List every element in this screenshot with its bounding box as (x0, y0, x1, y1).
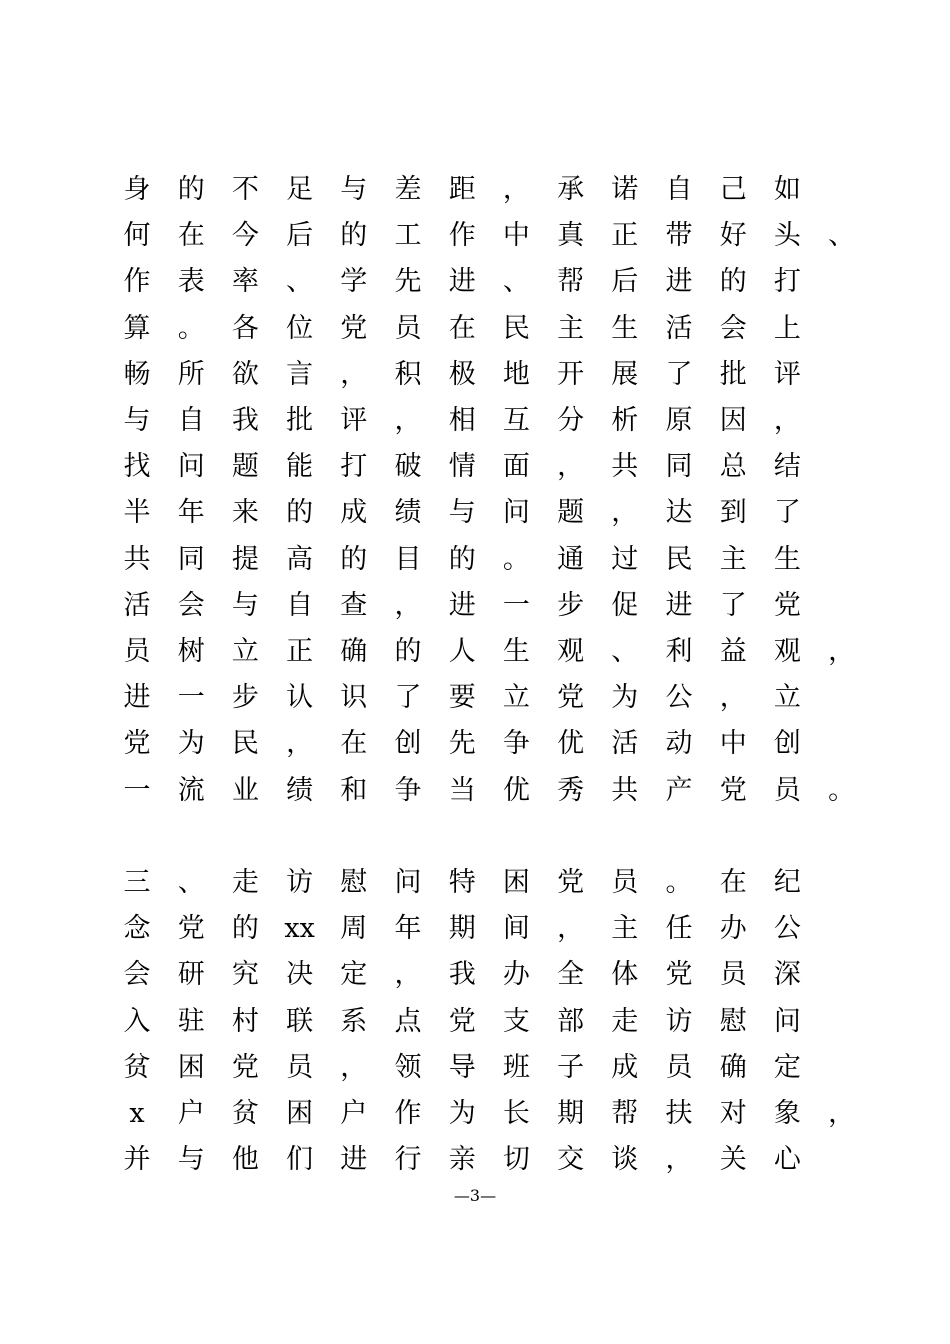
text-character: 足 (286, 174, 314, 205)
text-character: 中 (502, 220, 530, 252)
text-line (0, 309, 950, 355)
text-character: 表 (177, 266, 205, 298)
text-character: ， (719, 682, 747, 714)
text-character: 户 (340, 1098, 368, 1129)
text-character: ， (394, 405, 422, 436)
text-character: 班 (502, 1051, 530, 1083)
text-character: 因 (719, 405, 747, 436)
text-character: 点 (394, 1005, 422, 1037)
text-line (0, 216, 950, 262)
text-character: 党 (773, 589, 801, 621)
text-character: 后 (611, 266, 639, 298)
text-character: 立 (773, 682, 801, 714)
text-character: 观 (773, 636, 801, 667)
text-character: 畅 (123, 358, 151, 390)
text-character: 问 (502, 497, 530, 529)
text-character: 自 (286, 589, 314, 621)
text-character: 成 (340, 497, 368, 529)
text-character: 带 (665, 220, 693, 252)
text-character: 与 (448, 497, 476, 529)
text-character: ， (502, 174, 530, 205)
text-character: 找 (123, 451, 151, 483)
text-character: 定 (340, 959, 368, 991)
text-character: ， (340, 358, 368, 390)
text-character: 帮 (611, 1098, 639, 1129)
text-character: 打 (773, 266, 801, 298)
text-character: 批 (719, 358, 747, 390)
text-character: 言 (286, 358, 314, 390)
text-character: 体 (611, 959, 639, 991)
text-character: 系 (340, 1005, 368, 1037)
text-character: 民 (231, 728, 259, 760)
text-character: 为 (448, 1098, 476, 1129)
text-character: 进 (665, 589, 693, 621)
text-character: 活 (123, 589, 151, 621)
text-character: 中 (719, 728, 747, 760)
text-character: 了 (665, 358, 693, 390)
text-line (0, 771, 950, 817)
text-character: 生 (502, 636, 530, 667)
text-character: 自 (665, 174, 693, 205)
text-character: 同 (177, 543, 205, 575)
text-character: 优 (557, 728, 585, 760)
text-character: 动 (665, 728, 693, 760)
text-character: 全 (557, 959, 585, 991)
text-character: 周 (340, 913, 368, 945)
page-number-footer: —3— (453, 1186, 497, 1205)
text-line (0, 678, 950, 724)
text-line (0, 447, 950, 493)
text-character: 了 (394, 682, 422, 714)
text-character: 利 (665, 636, 693, 667)
text-character: 活 (611, 728, 639, 760)
text-character: 员 (123, 636, 151, 667)
text-character: 员 (773, 774, 801, 806)
text-character: 打 (340, 451, 368, 483)
text-character: 进 (448, 266, 476, 298)
text-character: 困 (177, 1051, 205, 1083)
text-character: 象 (773, 1098, 801, 1129)
text-character: 己 (719, 174, 747, 205)
text-character: 导 (448, 1051, 476, 1083)
text-character: 。 (665, 867, 693, 898)
text-character: 村 (231, 1005, 259, 1037)
text-character: 主 (719, 543, 747, 575)
text-character: 。 (177, 312, 205, 344)
text-line (0, 540, 950, 586)
text-character: ， (665, 1144, 693, 1176)
text-line (0, 863, 950, 909)
text-character: 党 (177, 913, 205, 945)
text-character: 部 (557, 1005, 585, 1037)
text-character: 积 (394, 358, 422, 390)
text-line (0, 909, 950, 955)
text-character: 公 (773, 913, 801, 945)
text-character: 深 (773, 959, 801, 991)
text-character: 的 (231, 913, 259, 945)
text-character: 优 (502, 774, 530, 806)
text-character: 他 (231, 1144, 259, 1176)
text-character: 率 (231, 266, 259, 298)
text-character: 年 (177, 497, 205, 529)
text-character: 访 (665, 1005, 693, 1037)
text-character: 交 (557, 1144, 585, 1176)
text-character: 民 (665, 543, 693, 575)
text-character: 题 (231, 451, 259, 483)
text-character: 确 (719, 1051, 747, 1083)
text-character: 关 (719, 1144, 747, 1176)
text-character: 决 (286, 959, 314, 991)
text-character: 党 (719, 774, 747, 806)
text-character: 主 (557, 312, 585, 344)
text-character: 作 (448, 220, 476, 252)
text-line (0, 1140, 950, 1186)
text-character: 年 (394, 913, 422, 945)
text-character: 了 (719, 589, 747, 621)
text-character: 自 (177, 405, 205, 436)
text-character: 在 (340, 728, 368, 760)
text-character: 今 (231, 220, 259, 252)
text-character: 亲 (448, 1144, 476, 1176)
text-character: 帮 (557, 266, 585, 298)
text-character: 会 (719, 312, 747, 344)
text-character: 能 (286, 451, 314, 483)
text-character: 贫 (123, 1051, 151, 1083)
text-character: 业 (231, 774, 259, 806)
text-character: 切 (502, 1144, 530, 1176)
text-character: 原 (665, 405, 693, 436)
text-character: 后 (286, 220, 314, 252)
text-line (0, 401, 950, 447)
text-character: 党 (340, 312, 368, 344)
text-character: 相 (448, 405, 476, 436)
text-character: 到 (719, 497, 747, 529)
text-character: 访 (286, 867, 314, 898)
text-character: 与 (340, 174, 368, 205)
text-line (0, 170, 950, 216)
text-character: 活 (665, 312, 693, 344)
text-character: 析 (611, 405, 639, 436)
text-character: 立 (231, 636, 259, 667)
text-character: x (129, 1098, 145, 1129)
text-character: 绩 (286, 774, 314, 806)
text-character: 步 (231, 682, 259, 714)
text-character: 绩 (394, 497, 422, 529)
text-character: 对 (719, 1098, 747, 1129)
text-character: 生 (611, 312, 639, 344)
text-character: ， (394, 959, 422, 991)
text-character: 过 (611, 543, 639, 575)
text-character: 各 (231, 312, 259, 344)
text-character: 认 (286, 682, 314, 714)
text-character: 一 (502, 589, 530, 621)
text-character: 一 (123, 774, 151, 806)
text-character: 驻 (177, 1005, 205, 1037)
text-character: 联 (286, 1005, 314, 1037)
text-character: 困 (502, 867, 530, 898)
text-character: 。 (828, 774, 856, 806)
text-character: 主 (611, 913, 639, 945)
text-character: 定 (773, 1051, 801, 1083)
text-character: 员 (665, 1051, 693, 1083)
text-character: 如 (773, 174, 801, 205)
text-character: 共 (611, 774, 639, 806)
text-character: 查 (340, 589, 368, 621)
text-character: 真 (557, 220, 585, 252)
text-line (0, 586, 950, 632)
text-character: 同 (665, 451, 693, 483)
text-character: 研 (177, 959, 205, 991)
text-character: 问 (177, 451, 205, 483)
text-character: 员 (611, 867, 639, 898)
text-character: 心 (773, 1144, 801, 1176)
text-character: 开 (557, 358, 585, 390)
text-character: 会 (177, 589, 205, 621)
text-character: 、 (828, 220, 856, 252)
text-character: 期 (448, 913, 476, 945)
text-character: 进 (665, 266, 693, 298)
text-character: 识 (340, 682, 368, 714)
text-character: 题 (557, 497, 585, 529)
text-character: 总 (719, 451, 747, 483)
text-character: 慰 (340, 867, 368, 898)
text-character: 立 (502, 682, 530, 714)
text-character: 党 (665, 959, 693, 991)
text-character: ， (828, 1098, 856, 1129)
text-character: 争 (394, 774, 422, 806)
text-character: 面 (502, 451, 530, 483)
text-character: 走 (611, 1005, 639, 1037)
text-line (0, 724, 950, 770)
text-character: 所 (177, 358, 205, 390)
text-character: 地 (502, 358, 530, 390)
text-character: 人 (448, 636, 476, 667)
text-character: 问 (773, 1005, 801, 1037)
text-character: 、 (286, 266, 314, 298)
text-character: ， (611, 497, 639, 529)
text-character: 三 (123, 867, 151, 898)
text-character: 工 (394, 220, 422, 252)
text-character: 欲 (231, 358, 259, 390)
text-character: 成 (611, 1051, 639, 1083)
text-character: 确 (340, 636, 368, 667)
text-character: 会 (123, 959, 151, 991)
text-character: xx (284, 913, 315, 945)
text-character: 念 (123, 913, 151, 945)
text-character: 流 (177, 774, 205, 806)
text-character: 期 (557, 1098, 585, 1129)
text-character: 的 (719, 266, 747, 298)
text-character: 、 (177, 867, 205, 898)
text-character: 先 (394, 266, 422, 298)
text-character: 上 (773, 312, 801, 344)
text-character: 领 (394, 1051, 422, 1083)
text-character: ， (394, 589, 422, 621)
text-character: 树 (177, 636, 205, 667)
text-character: 的 (340, 543, 368, 575)
text-character: 头 (773, 220, 801, 252)
text-character: 益 (719, 636, 747, 667)
text-character: 党 (448, 1005, 476, 1037)
text-character: 、 (502, 266, 530, 298)
text-character: 员 (719, 959, 747, 991)
text-character: 走 (231, 867, 259, 898)
text-character: 党 (557, 682, 585, 714)
text-character: 距 (448, 174, 476, 205)
text-line (0, 493, 950, 539)
text-character: 通 (557, 543, 585, 575)
text-character: 观 (557, 636, 585, 667)
text-character: 任 (665, 913, 693, 945)
text-character: 间 (502, 913, 530, 945)
text-character: 要 (448, 682, 476, 714)
text-character: ， (557, 451, 585, 483)
text-character: ， (557, 913, 585, 945)
text-character: 共 (611, 451, 639, 483)
text-character: 入 (123, 1005, 151, 1037)
text-character: 的 (286, 497, 314, 529)
text-character: 与 (123, 405, 151, 436)
text-character: 算 (123, 312, 151, 344)
text-character: 特 (448, 867, 476, 898)
text-character: 为 (177, 728, 205, 760)
text-character: 进 (123, 682, 151, 714)
text-character: ， (773, 405, 801, 436)
text-character: 子 (557, 1051, 585, 1083)
text-character: 、 (611, 636, 639, 667)
text-character: 的 (340, 220, 368, 252)
text-character: 的 (394, 636, 422, 667)
text-character: 。 (502, 543, 530, 575)
text-line (0, 1048, 950, 1094)
text-character: 当 (448, 774, 476, 806)
text-character: 一 (177, 682, 205, 714)
text-line (0, 1002, 950, 1048)
text-character: 批 (286, 405, 314, 436)
text-character: 户 (177, 1098, 205, 1129)
text-character: 的 (177, 174, 205, 205)
text-character: 破 (394, 451, 422, 483)
text-character: 不 (231, 174, 259, 205)
text-character: 共 (123, 543, 151, 575)
text-character: 秀 (557, 774, 585, 806)
text-character: 互 (502, 405, 530, 436)
text-character: 产 (665, 774, 693, 806)
text-character: 生 (773, 543, 801, 575)
text-character: 并 (123, 1144, 151, 1176)
text-character: 高 (286, 543, 314, 575)
text-character: 半 (123, 497, 151, 529)
text-character: 提 (231, 543, 259, 575)
text-character: 民 (502, 312, 530, 344)
text-character: 承 (557, 174, 585, 205)
text-character: 正 (611, 220, 639, 252)
text-character: 纪 (773, 867, 801, 898)
text-character: 来 (231, 497, 259, 529)
text-character: 进 (340, 1144, 368, 1176)
text-character: 和 (340, 774, 368, 806)
text-character: 作 (123, 266, 151, 298)
text-character: 困 (286, 1098, 314, 1129)
text-character: 为 (611, 682, 639, 714)
text-character: 步 (557, 589, 585, 621)
text-character: 分 (557, 405, 585, 436)
text-character: ， (286, 728, 314, 760)
text-character: 们 (286, 1144, 314, 1176)
text-character: ， (828, 636, 856, 667)
text-character: 促 (611, 589, 639, 621)
text-character: 目 (394, 543, 422, 575)
text-character: 支 (502, 1005, 530, 1037)
text-character: 党 (231, 1051, 259, 1083)
text-character: 扶 (665, 1098, 693, 1129)
text-character: 结 (773, 451, 801, 483)
text-character: 在 (448, 312, 476, 344)
text-character: 创 (394, 728, 422, 760)
text-character: 党 (123, 728, 151, 760)
text-character: 学 (340, 266, 368, 298)
text-character: 达 (665, 497, 693, 529)
text-character: 行 (394, 1144, 422, 1176)
text-character: 在 (719, 867, 747, 898)
text-character: 在 (177, 220, 205, 252)
text-character: 情 (448, 451, 476, 483)
text-line (0, 262, 950, 308)
text-character: 先 (448, 728, 476, 760)
text-character: ， (340, 1051, 368, 1083)
text-character: 我 (448, 959, 476, 991)
text-character: 员 (286, 1051, 314, 1083)
text-character: 进 (448, 589, 476, 621)
text-character: 办 (719, 913, 747, 945)
text-character: 评 (340, 405, 368, 436)
text-character: 作 (394, 1098, 422, 1129)
text-character: 员 (394, 312, 422, 344)
text-character: 与 (231, 589, 259, 621)
text-character: 正 (286, 636, 314, 667)
text-character: 位 (286, 312, 314, 344)
text-character: 创 (773, 728, 801, 760)
text-line (0, 632, 950, 678)
text-line (0, 955, 950, 1001)
text-character: 党 (557, 867, 585, 898)
text-character: 长 (502, 1098, 530, 1129)
text-character: 与 (177, 1144, 205, 1176)
text-character: 了 (773, 497, 801, 529)
text-character: 的 (448, 543, 476, 575)
text-character: 争 (502, 728, 530, 760)
text-character: 展 (611, 358, 639, 390)
text-character: 谈 (611, 1144, 639, 1176)
text-character: 何 (123, 220, 151, 252)
text-character: 公 (665, 682, 693, 714)
text-character: 极 (448, 358, 476, 390)
text-character: 究 (231, 959, 259, 991)
text-character: 办 (502, 959, 530, 991)
text-line (0, 1094, 950, 1140)
text-character: 评 (773, 358, 801, 390)
text-character: 诺 (611, 174, 639, 205)
text-character: 问 (394, 867, 422, 898)
text-character: 我 (231, 405, 259, 436)
text-character: 差 (394, 174, 422, 205)
text-character: 贫 (231, 1098, 259, 1129)
text-character: 慰 (719, 1005, 747, 1037)
text-character: 身 (123, 174, 151, 205)
text-line (0, 355, 950, 401)
text-character: 好 (719, 220, 747, 252)
